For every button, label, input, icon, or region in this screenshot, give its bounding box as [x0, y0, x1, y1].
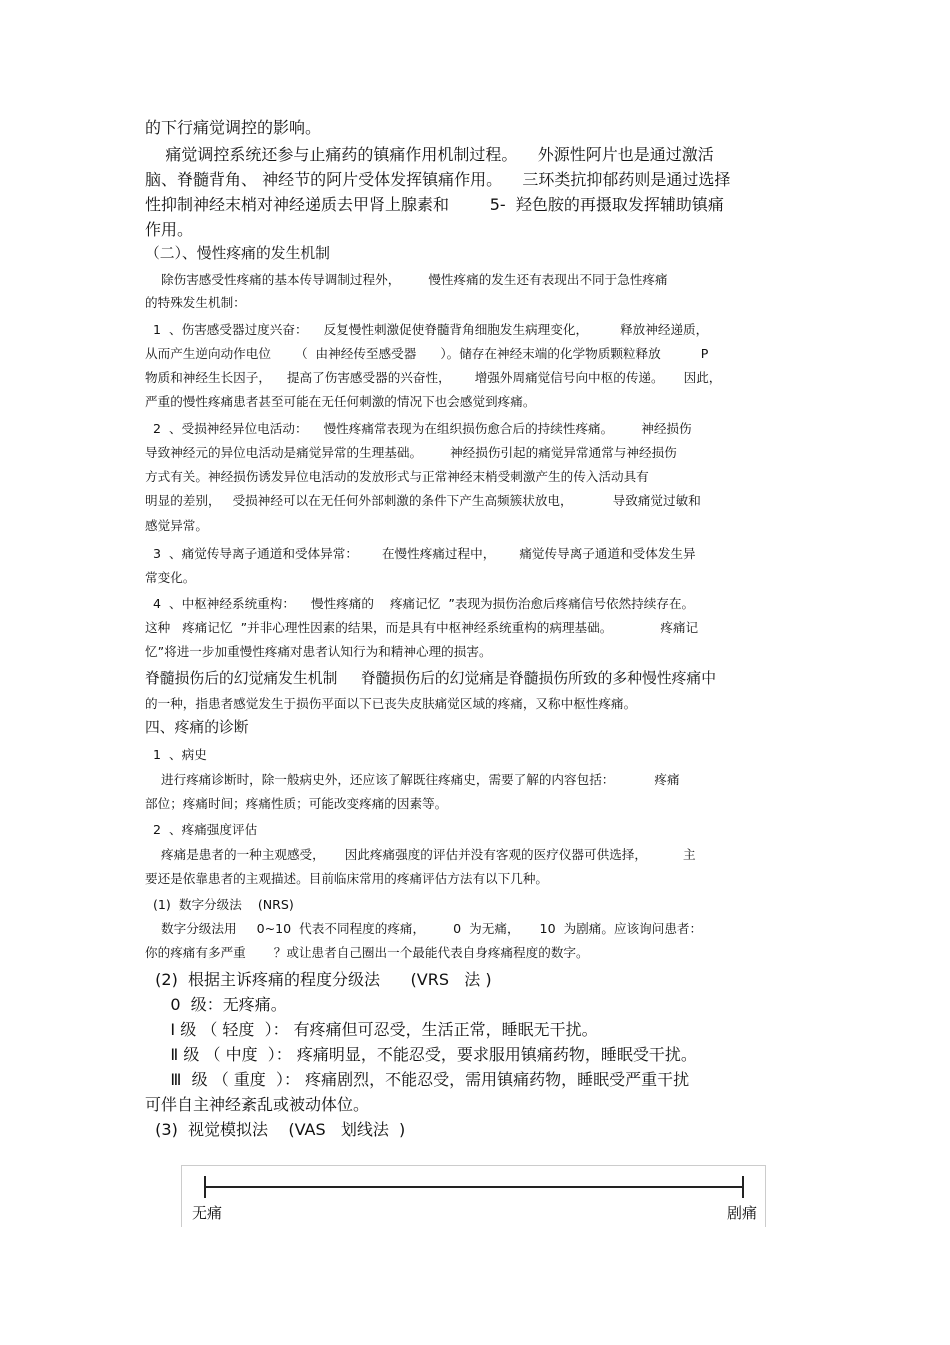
text-line: 常变化。 [145, 570, 196, 585]
text-line: 0 级：无疼痛。 [145, 995, 287, 1014]
text-line: 1 、伤害感受器过度兴奋： 反复慢性刺激促使脊髓背角细胞发生病理变化， 释放神经递质， [145, 322, 709, 337]
method-heading: (1) 数字分级法 (NRS) [145, 897, 294, 912]
text-line: 要还是依靠患者的主观描述。目前临床常用的疼痛评估方法有以下几种。 [145, 871, 548, 886]
section-heading: （二）、慢性疼痛的发生机制 [145, 245, 330, 262]
text-line: 4 、中枢神经系统重构： 慢性疼痛的 疼痛记忆 ”表现为损伤治愈后疼痛信号依然持续存在。 [145, 596, 695, 611]
text-line: 严重的慢性疼痛患者甚至可能在无任何刺激的情况下也会感觉到疼痛。 [145, 394, 536, 409]
method-heading: (3) 视觉模拟法 (VAS 划线法 ) [145, 1120, 406, 1139]
vas-line [204, 1186, 744, 1188]
text-line: 你的疼痛有多严重 ？或让患者自己圈出一个最能代表自身疼痛程度的数字。 [145, 945, 589, 960]
text-line: 2 、受损神经异位电活动： 慢性疼痛常表现为在组织损伤愈合后的持续性疼痛。 神经损伤 [145, 421, 692, 436]
subsection-heading: 1 、病史 [145, 747, 207, 762]
text-line: Ⅲ 级 （ 重度 ）： 疼痛剧烈，不能忍受，需用镇痛药物，睡眠受严重干扰 [145, 1070, 690, 1089]
text-line: 疼痛是患者的一种主观感受， 因此疼痛强度的评估并没有客观的医疗仪器可供选择， 主 [145, 847, 696, 862]
text-line: Ⅱ 级 （ 中度 ）： 疼痛明显，不能忍受，要求服用镇痛药物，睡眠受干扰。 [145, 1045, 697, 1064]
text-line: 可伴自主神经紊乱或被动体位。 [145, 1095, 370, 1114]
text-line: 感觉异常。 [145, 518, 208, 533]
text-line: 除伤害感受性疼痛的基本传导调制过程外， 慢性疼痛的发生还有表现出不同于急性疼痛 [145, 272, 668, 287]
vas-right-label: 剧痛 [727, 1204, 758, 1222]
text-line: 性抑制神经末梢对神经递质去甲肾上腺素和 5- 羟色胺的再摄取发挥辅助镇痛 [145, 195, 724, 214]
text-line: 的一种，指患者感觉发生于损伤平面以下已丧失皮肤痛觉区域的疼痛，又称中枢性疼痛。 [145, 696, 637, 711]
vas-scale-diagram [181, 1165, 766, 1227]
text-line: 从而产生逆向动作电位 （ 由神经传至感受器 ）。储存在神经末端的化学物质颗粒释放 P [145, 346, 709, 361]
subsection-heading: 2 、疼痛强度评估 [145, 822, 258, 837]
vas-left-tick [204, 1176, 206, 1198]
text-line: 数字分级法用 0~10 代表不同程度的疼痛， 0 为无痛， 10 为剧痛。应该询问患者： [145, 921, 703, 936]
text-line: 的下行痛觉调控的影响。 [145, 118, 322, 137]
text-line: 作用。 [145, 220, 194, 239]
text-line: 脊髓损伤后的幻觉痛发生机制 脊髓损伤后的幻觉痛是脊髓损伤所致的多种慢性疼痛中 [145, 670, 717, 687]
method-heading: (2) 根据主诉疼痛的程度分级法 (VRS 法 ) [145, 970, 492, 989]
text-line: 3 、痛觉传导离子通道和受体异常： 在慢性疼痛过程中， 痛觉传导离子通道和受体发生异 [145, 546, 696, 561]
text-line: 这种 疼痛记忆 ”并非心理性因素的结果，而是具有中枢神经系统重构的病理基础。 疼痛记 [145, 620, 699, 635]
vas-right-tick [742, 1176, 744, 1198]
text-line: Ⅰ 级 （ 轻度 ）： 有疼痛但可忍受，生活正常，睡眠无干扰。 [145, 1020, 598, 1039]
text-line: 部位；疼痛时间；疼痛性质；可能改变疼痛的因素等。 [145, 796, 448, 811]
text-line: 的特殊发生机制： [145, 295, 246, 310]
text-line: 忆”将进一步加重慢性疼痛对患者认知行为和精神心理的损害。 [145, 644, 492, 659]
text-line: 进行疼痛诊断时，除一般病史外，还应该了解既往疼痛史，需要了解的内容包括： 疼痛 [145, 772, 680, 787]
text-line: 物质和神经生长因子， 提高了伤害感受器的兴奋性， 增强外周痛觉信号向中枢的传递。 因此， [145, 370, 722, 385]
text-line: 明显的差别， 受损神经可以在无任何外部刺激的条件下产生高频簇状放电， 导致痛觉过敏和 [145, 493, 701, 508]
text-line: 导致神经元的异位电活动是痛觉异常的生理基础。 神经损伤引起的痛觉异常通常与神经损伤 [145, 445, 677, 460]
text-line: 痛觉调控系统还参与止痛药的镇痛作用机制过程。 外源性阿片也是通过激活 [145, 145, 714, 164]
text-line: 方式有关。神经损伤诱发异位电活动的发放形式与正常神经末梢受刺激产生的传入活动具有 [145, 469, 649, 484]
text-line: 脑、脊髓背角、 神经节的阿片受体发挥镇痛作用。 三环类抗抑郁药则是通过选择 [145, 170, 731, 189]
section-heading: 四、疼痛的诊断 [145, 719, 249, 736]
vas-left-label: 无痛 [192, 1204, 223, 1222]
